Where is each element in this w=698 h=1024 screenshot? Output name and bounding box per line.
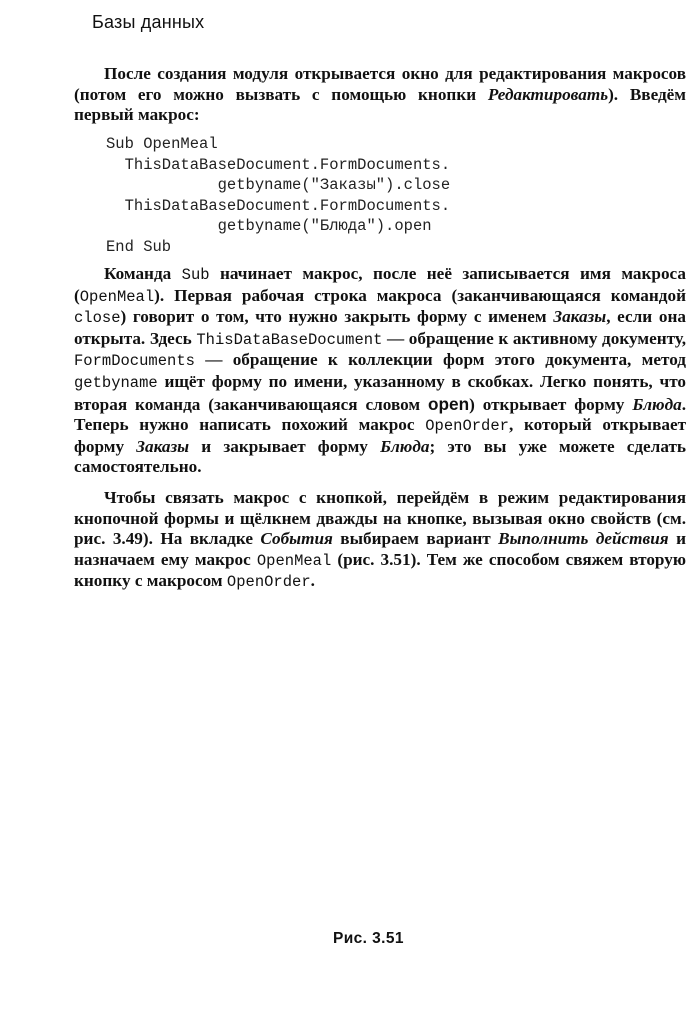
expl-text-9: ) открывает форму	[469, 394, 633, 414]
bind-text-1: Чтобы связать макрос с кнопкой, перейдём в режим редактирования кнопочной формы и щёлкнем дважды на кнопке, вызывая окно свойств (см. рис. 3.49). На вкладке	[74, 488, 686, 549]
code-term-close: close	[74, 309, 121, 328]
expl-text-10: . Теперь нужно написать похожий макрос	[74, 394, 687, 435]
expl-text-6: — обращение к активному документу,	[382, 328, 686, 348]
expl-text-13: ; это вы уже можете сделать самостоятельно.	[74, 436, 686, 477]
code-line-4: ThisDataBaseDocument.FormDocuments.	[106, 196, 451, 215]
figure-caption: Рис. 3.51	[333, 930, 404, 947]
intro-text-1: После создания модуля открывается окно для редактирования макросов (потом его можно вызвать с помощью кнопки	[74, 64, 686, 104]
expl-text-3: ). Первая рабочая строка макроса (заканчивающаяся командой	[154, 285, 686, 305]
code-line-2: ThisDataBaseDocument.FormDocuments.	[106, 155, 451, 174]
expl-text-2: начинает макрос, после неё записывается имя макроса (	[74, 264, 686, 305]
code-term-openmeal-2: OpenMeal	[256, 551, 332, 570]
bind-text-2: выбираем вариант	[332, 529, 499, 549]
italic-form-zakazy: Заказы	[553, 307, 607, 327]
expl-text-7: — обращение к коллекции форм этого документа, метод	[194, 350, 686, 370]
code-line-3: getbyname("Заказы").close	[106, 176, 451, 195]
code-term-openmeal: OpenMeal	[79, 287, 155, 306]
code-line-5: getbyname("Блюда").open	[106, 217, 432, 236]
explanation-paragraph	[74, 264, 686, 478]
expl-text-5: , если она открыта. Здесь	[74, 307, 686, 348]
expl-text-4: ) говорит о том, что нужно закрыть форму с именем	[120, 307, 554, 327]
intro-text-2: ). Введём первый макрос:	[74, 84, 687, 125]
expl-text-12: и закрывает форму	[189, 436, 381, 456]
expl-text-11: , который открывает форму	[74, 415, 687, 456]
italic-form-zakazy-2: Заказы	[136, 436, 190, 456]
italic-tab-sobytiya: События	[260, 529, 333, 549]
code-line-1: Sub OpenMeal	[106, 135, 218, 153]
code-term-openorder: OpenOrder	[425, 417, 509, 436]
bind-text-4: (рис. 3.51). Тем же способом свяжем вторую кнопку с макросом	[74, 549, 686, 591]
code-line-6: End Sub	[106, 237, 172, 256]
italic-form-bluda: Блюда	[632, 394, 682, 414]
intro-italic-button-name: Редактировать	[487, 84, 609, 104]
bind-text-3: и назначаем ему макрос	[74, 529, 686, 569]
code-term-getbyname: getbyname	[74, 373, 158, 392]
code-term-open: open	[428, 393, 470, 414]
code-term-sub: Sub	[181, 266, 210, 284]
code-term-formdocuments: FormDocuments	[74, 352, 195, 371]
code-term-thisdatabasedocument: ThisDataBaseDocument	[196, 330, 383, 349]
italic-form-bluda-2: Блюда	[380, 436, 430, 456]
expl-text-8: ищёт форму по имени, указанному в скобках. Легко понять, что вторая команда (заканчивающаяся словом	[74, 371, 686, 414]
bind-text-5: .	[310, 571, 315, 591]
expl-text-1: Команда	[104, 264, 182, 283]
running-title: Базы данных	[92, 12, 205, 32]
italic-option-vypolnit: Выполнить действия	[498, 529, 669, 549]
intro-paragraph	[74, 64, 686, 126]
code-term-openorder-2: OpenOrder	[226, 573, 311, 592]
macro-code-listing	[106, 134, 450, 258]
binding-paragraph	[74, 488, 686, 593]
